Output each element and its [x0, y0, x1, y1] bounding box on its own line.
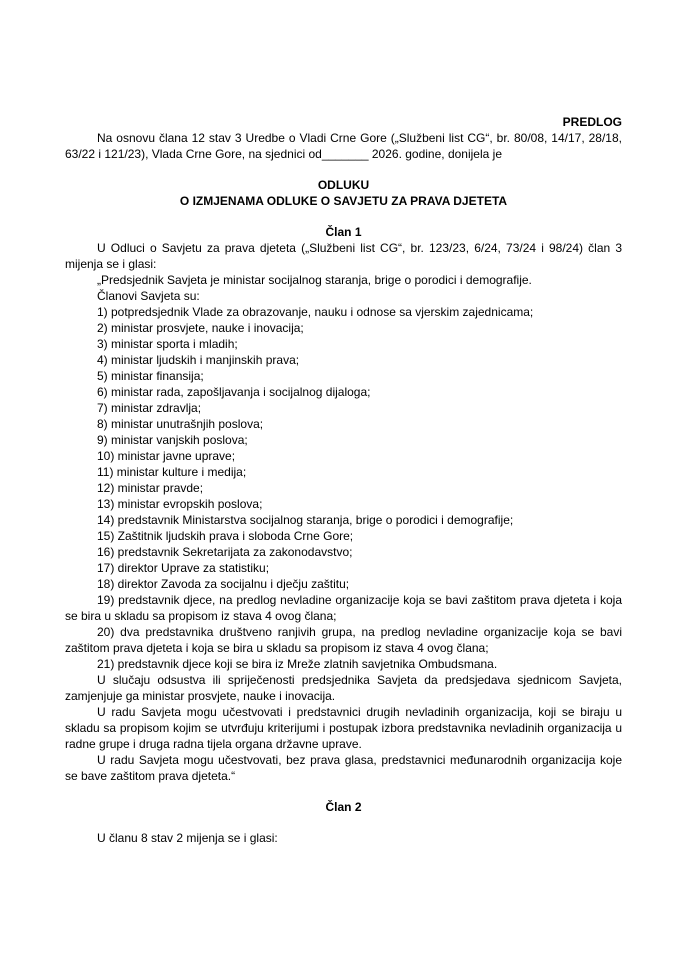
- member-item: 3) ministar sporta i mladih;: [97, 337, 238, 351]
- member-item: 18) direktor Zavoda za socijalnu i dječju zaštitu;: [97, 577, 350, 591]
- member-item: 16) predstavnik Sekretarijata za zakonodavstvo;: [97, 545, 353, 559]
- member-item: 6) ministar rada, zapošljavanja i socijalnog dijaloga;: [97, 385, 371, 399]
- member-item: 1) potpredsjednik Vlade za obrazovanje, nauku i odnose sa vjerskim zajednicama;: [97, 305, 534, 319]
- article-1-paragraph: U slučaju odsustva ili spriječenosti predsjednika Savjeta da predsjedava sjednicom Savjeta, zamjenjuje ga ministar prosvjete, nauke i inovacija.: [65, 673, 622, 703]
- member-item: 7) ministar zdravlja;: [97, 401, 202, 415]
- article-1-paragraph: „Predsjednik Savjeta je ministar socijalnog staranja, brige o porodici i demografije.: [97, 273, 532, 287]
- article-2-paragraph: U članu 8 stav 2 mijenja se i glasi:: [97, 831, 278, 845]
- member-item: 4) ministar ljudskih i manjinskih prava;: [97, 353, 300, 367]
- member-item: 10) ministar javne uprave;: [97, 449, 236, 463]
- article-1-heading: Član 1: [325, 225, 362, 239]
- member-item: 21) predstavnik djece koji se bira iz Mreže zlatnih savjetnika Ombudsmana.: [97, 657, 498, 671]
- member-item: 19) predstavnik djece, na predlog nevladine organizacije koja se bavi zaštitom prava djeteta i koja se bira u skladu sa propisom iz stava 4 ovog člana;: [65, 593, 622, 623]
- decision-title: ODLUKU: [317, 178, 370, 192]
- doc-tag: PREDLOG: [562, 115, 622, 129]
- decision-subtitle: O IZMJENAMA ODLUKE O SAVJETU ZA PRAVA DJETETA: [179, 194, 508, 208]
- article-1-paragraph: U Odluci o Savjetu za prava djeteta („Službeni list CG“, br. 123/23, 6/24, 73/24 i 98/24) član 3 mijenja se i glasi:: [65, 241, 622, 271]
- article-1-paragraph: U radu Savjeta mogu učestvovati i predstavnici drugih nevladinih organizacija, koji se biraju u skladu sa propisom kojim se utvrđuju kriterijumi i postupak izbora predstavnika nevladinih organizacija u radne grupe i druga radna tijela organa državne uprave.: [65, 705, 622, 751]
- member-item: 5) ministar finansija;: [97, 369, 204, 383]
- member-item: 12) ministar pravde;: [97, 481, 204, 495]
- member-item: 17) direktor Uprave za statistiku;: [97, 561, 270, 575]
- intro-paragraph: Na osnovu člana 12 stav 3 Uredbe o Vladi Crne Gore („Službeni list CG“, br. 80/08, 14/17, 28/18, 63/22 i 121/23), Vlada Crne Gore, na sjednici od_______ 2026. godine, donijela je: [65, 131, 622, 161]
- member-item: 14) predstavnik Ministarstva socijalnog staranja, brige o porodici i demografije;: [97, 513, 514, 527]
- member-item: 2) ministar prosvjete, nauke i inovacija;: [97, 321, 304, 335]
- member-item: 15) Zaštitnik ljudskih prava i sloboda Crne Gore;: [97, 529, 354, 543]
- member-item: 20) dva predstavnika društveno ranjivih grupa, na predlog nevladine organizacije koja se bavi zaštitom prava djeteta i koja se bira u skladu sa propisom iz stava 4 ovog člana;: [65, 625, 622, 655]
- article-2-heading: Član 2: [325, 800, 362, 814]
- member-item: 11) ministar kulture i medija;: [97, 465, 247, 479]
- article-1-paragraph: U radu Savjeta mogu učestvovati, bez prava glasa, predstavnici međunarodnih organizacija koje se bave zaštitom prava djeteta.“: [65, 753, 622, 783]
- article-1-paragraph: Članovi Savjeta su:: [97, 289, 200, 303]
- member-item: 9) ministar vanjskih poslova;: [97, 433, 248, 447]
- member-item: 8) ministar unutrašnjih poslova;: [97, 417, 264, 431]
- member-item: 13) ministar evropskih poslova;: [97, 497, 263, 511]
